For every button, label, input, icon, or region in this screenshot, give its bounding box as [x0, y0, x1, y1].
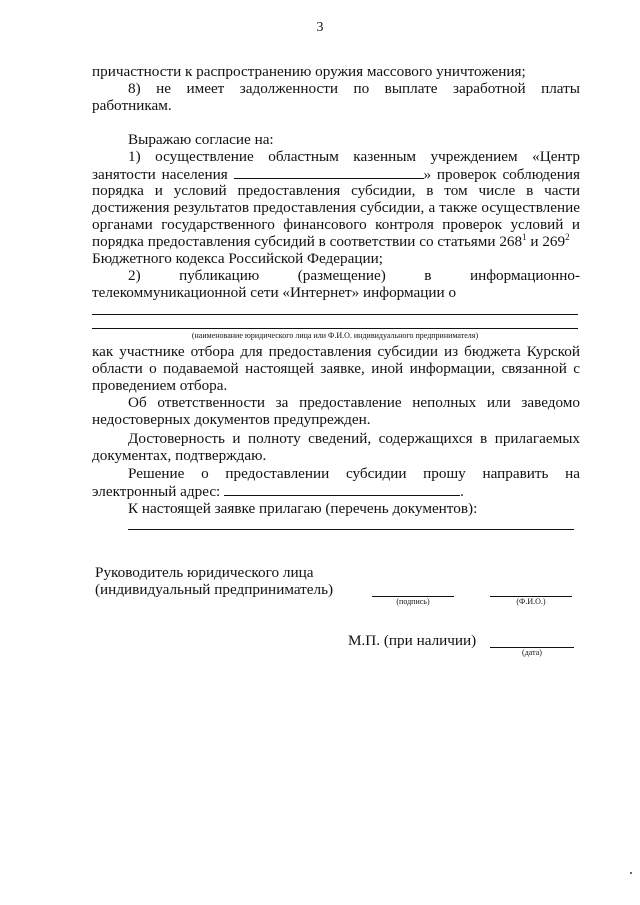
- caption-date: (дата): [522, 648, 542, 657]
- attachments-blank: [128, 529, 574, 530]
- caption-name: (наименование юридического лица или Ф.И.О. индивидуального предпринимателя): [191, 331, 479, 340]
- center-name-blank: [234, 165, 424, 179]
- decision-line1: Решение о предоставлении субсидии прошу направить на: [128, 465, 580, 482]
- consent-1-line1: 1) осуществление областным казенным учреждением «Центр: [128, 148, 580, 165]
- consent-2-line4: области о подаваемой настоящей заявке, иной информации, связанной с: [92, 360, 580, 377]
- truth-line2: документах, подтверждаю.: [92, 447, 267, 464]
- name-blank-line2: [92, 328, 578, 329]
- consent-1-line2: [92, 165, 580, 183]
- consent-1-line3: порядка и условий предоставления субсидии, в том числе в части: [92, 182, 580, 199]
- page-number: 3: [316, 20, 324, 35]
- head-title-line2: (индивидуальный предприниматель): [95, 581, 334, 598]
- superscript-2: 2: [565, 232, 570, 242]
- caption-signature: (подпись): [396, 597, 430, 606]
- stamp-label: М.П. (при наличии): [348, 632, 477, 649]
- decision-line2: [92, 482, 580, 500]
- caption-fio: (Ф.И.О.): [516, 597, 546, 606]
- paragraph-8-line1: 8) не имеет задолженности по выплате заработной платы: [128, 80, 580, 97]
- head-title-line1: Руководитель юридического лица: [95, 564, 314, 581]
- email-blank: [224, 482, 460, 496]
- name-blank-line1: [92, 314, 578, 315]
- consent-1-line2-end: » проверок соблюдения: [423, 166, 580, 183]
- paragraph-wmd: причастности к распространению оружия массового уничтожения;: [92, 63, 526, 80]
- consent-2-line2: телекоммуникационной сети «Интернет» информации о: [92, 284, 457, 301]
- consent-1-line6: [92, 233, 580, 250]
- consent-1-line4: достижения результатов предоставления субсидии, а также осуществление: [92, 199, 580, 216]
- superscript-1: 1: [522, 232, 527, 242]
- consent-2-line3: как участнике отбора для предоставления субсидии из бюджета Курской: [92, 343, 580, 360]
- scan-speck: [630, 872, 632, 874]
- consent-2-line1: 2) публикацию (размещение) в информационно-: [128, 267, 580, 284]
- consent-1-line5: органами государственного финансового контроля проверок условий и: [92, 216, 580, 233]
- paragraph-8-line2: работникам.: [92, 97, 172, 114]
- responsibility-line2: недостоверных документов предупрежден.: [92, 411, 371, 428]
- email-dot: .: [460, 483, 464, 500]
- consent-2-line5: проведением отбора.: [92, 377, 228, 394]
- consent-1-line6-text2: и 269: [526, 233, 566, 250]
- truth-line1: Достоверность и полноту сведений, содержащихся в прилагаемых: [128, 430, 580, 447]
- consent-1-line7: Бюджетного кодекса Российской Федерации;: [92, 250, 383, 267]
- consent-1-line2-start: занятости населения: [92, 166, 228, 183]
- consent-title: Выражаю согласие на:: [128, 131, 274, 148]
- consent-1-line6-text: порядка предоставления субсидий в соответствии со статьями 268: [92, 233, 523, 250]
- responsibility-line1: Об ответственности за предоставление неполных или заведомо: [128, 394, 580, 411]
- attachments-line: К настоящей заявке прилагаю (перечень документов):: [128, 500, 478, 517]
- email-label: электронный адрес:: [92, 483, 221, 500]
